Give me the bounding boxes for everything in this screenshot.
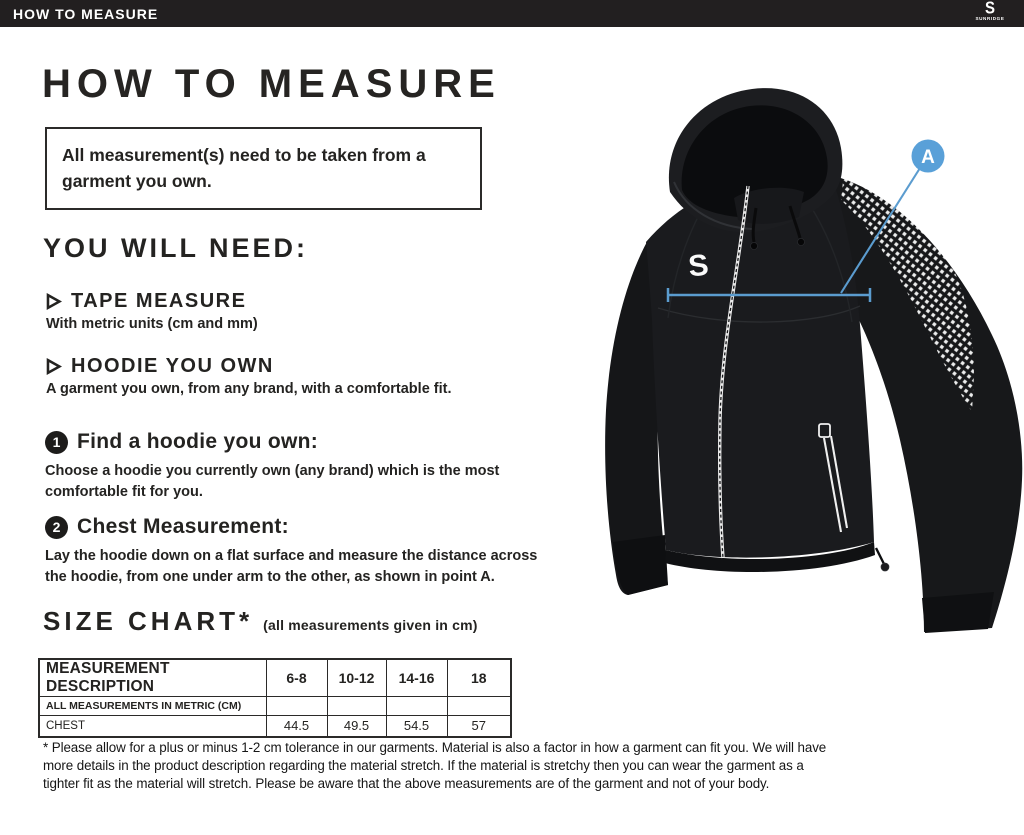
triangle-right-icon <box>45 292 62 311</box>
brand-name: SUNRIDGE <box>975 16 1005 21</box>
point-a-label: A <box>921 147 935 168</box>
triangle-right-icon <box>45 357 62 376</box>
need-item-desc: With metric units (cm and mm) <box>46 316 258 332</box>
col-header-measurement-description: MEASUREMENT DESCRIPTION <box>39 659 266 697</box>
footnote-disclaimer: * Please allow for a plus or minus 1-2 cm tolerance in our garments. Material is also a factor in how a garment can fit you. We will have more details in the product description regarding the material stretch. If the material is stretchy then you can wear the garment as a tighter fit as the material will stretch. Please be aware that the above measurements are of the garment and not of your body. <box>43 740 827 792</box>
step-number-badge: 2 <box>45 516 68 539</box>
brand-logo <box>966 1 1014 22</box>
step-description: Lay the hoodie down on a flat surface and measure the distance across the hoodie, from one under arm to the other, as shown in point A. <box>45 548 538 585</box>
need-item-tape-measure <box>45 290 565 332</box>
col-header-size: 18 <box>447 659 511 697</box>
step-head <box>45 430 565 454</box>
you-will-need-heading: YOU WILL NEED: <box>43 233 309 263</box>
need-item-title: HOODIE YOU OWN <box>71 355 274 377</box>
table-row-chest <box>39 716 511 737</box>
empty-cell <box>447 697 511 716</box>
drawcord-toggle-left <box>751 243 758 250</box>
empty-cell <box>266 697 327 716</box>
row-label-chest: CHEST <box>39 716 266 737</box>
step-title: Chest Measurement: <box>77 515 289 538</box>
table-header-row <box>39 659 511 697</box>
size-chart-title: SIZE CHART* <box>43 606 254 636</box>
col-header-size: 10-12 <box>327 659 386 697</box>
top-bar-title: HOW TO MEASURE <box>13 5 159 22</box>
page-title: HOW TO MEASURE <box>42 62 501 106</box>
hoodie-illustration <box>594 80 1024 635</box>
brand-s-icon: S <box>984 0 995 19</box>
step-2 <box>45 515 565 587</box>
size-chart-heading <box>43 606 478 637</box>
chest-value: 44.5 <box>266 716 327 737</box>
hem-drawcord <box>876 548 884 564</box>
hoodie-right-cuff <box>922 592 994 633</box>
step-description: Choose a hoodie you currently own (any brand) which is the most comfortable fit for you. <box>45 463 500 500</box>
need-item-hoodie <box>45 355 565 397</box>
hem-toggle <box>881 563 889 571</box>
hoodie-body <box>646 176 874 558</box>
top-bar <box>0 0 1024 27</box>
step-number-badge: 1 <box>45 431 68 454</box>
chest-value: 57 <box>447 716 511 737</box>
chest-value: 54.5 <box>386 716 447 737</box>
chest-logo-s: S <box>686 248 711 284</box>
col-header-size: 6-8 <box>266 659 327 697</box>
need-item-title: TAPE MEASURE <box>71 290 247 312</box>
chest-value: 49.5 <box>327 716 386 737</box>
product-measurement-diagram <box>594 80 1024 635</box>
need-item-desc: A garment you own, from any brand, with a comfortable fit. <box>46 381 452 397</box>
empty-cell <box>386 697 447 716</box>
notice-box: All measurement(s) need to be taken from a garment you own. <box>45 127 482 210</box>
step-head <box>45 515 565 539</box>
step-1 <box>45 430 565 502</box>
size-chart-subtitle: (all measurements given in cm) <box>263 617 478 633</box>
metric-row-label: ALL MEASUREMENTS IN METRIC (CM) <box>39 697 266 716</box>
table-metric-row <box>39 697 511 716</box>
empty-cell <box>327 697 386 716</box>
step-title: Find a hoodie you own: <box>77 430 319 453</box>
size-chart-table <box>38 658 512 738</box>
need-item-head <box>45 355 565 378</box>
col-header-size: 14-16 <box>386 659 447 697</box>
drawcord-toggle-right <box>798 239 805 246</box>
need-item-head <box>45 290 565 313</box>
